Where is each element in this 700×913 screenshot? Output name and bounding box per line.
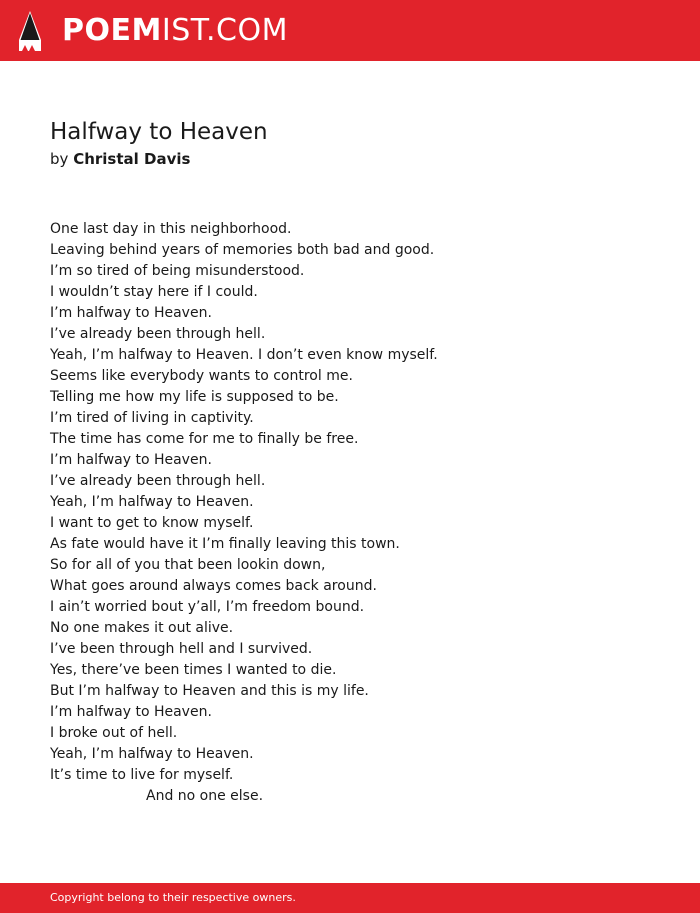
copyright-text: Copyright belong to their respective owners. <box>50 891 296 904</box>
by-label: by <box>50 150 69 168</box>
poem-line: What goes around always comes back around. <box>50 578 377 594</box>
brand-light: IST.COM <box>161 13 288 48</box>
poem-line: One last day in this neighborhood. <box>50 221 292 237</box>
poem-line: Yeah, I’m halfway to Heaven. I don’t even know myself. <box>50 347 438 363</box>
poem-line: And no one else. <box>146 788 264 804</box>
byline <box>50 149 190 169</box>
poem-line: I broke out of hell. <box>50 725 178 741</box>
poem-line: I ain’t worried bout y’all, I’m freedom bound. <box>50 599 365 615</box>
site-logo-text[interactable] <box>62 12 288 50</box>
poem-line: But I’m halfway to Heaven and this is my life. <box>50 683 369 699</box>
poem-body <box>50 219 438 807</box>
site-header <box>0 0 700 61</box>
poem-line: I’ve been through hell and I survived. <box>50 641 313 657</box>
poem-line: I’ve already been through hell. <box>50 473 266 489</box>
poem-line: Seems like everybody wants to control me. <box>50 368 353 384</box>
poem-line: Telling me how my life is supposed to be. <box>50 389 339 405</box>
brand-bold: POEM <box>62 13 162 48</box>
poem-title: Halfway to Heaven <box>50 119 268 145</box>
poem-line: I’m so tired of being misunderstood. <box>50 263 305 279</box>
poem-line: Leaving behind years of memories both bad and good. <box>50 242 435 258</box>
poem-line: Yeah, I’m halfway to Heaven. <box>50 494 254 510</box>
poem-line: As fate would have it I’m finally leaving this town. <box>50 536 400 552</box>
poem-line: I wouldn’t stay here if I could. <box>50 284 258 300</box>
poem-line: So for all of you that been lookin down, <box>50 557 326 573</box>
poem-line: No one makes it out alive. <box>50 620 234 636</box>
poem-line: I’ve already been through hell. <box>50 326 266 342</box>
poem-line: I want to get to know myself. <box>50 515 254 531</box>
poem-line: Yeah, I’m halfway to Heaven. <box>50 746 254 762</box>
poem-line: The time has come for me to finally be free. <box>50 431 359 447</box>
poem-line: I’m halfway to Heaven. <box>50 704 212 720</box>
pencil-tip-icon[interactable] <box>18 10 42 52</box>
poem-line: It’s time to live for myself. <box>50 767 234 783</box>
author-name: Christal Davis <box>73 150 191 168</box>
poem-line: Yes, there’ve been times I wanted to die. <box>50 662 337 678</box>
poem-line: I’m halfway to Heaven. <box>50 452 212 468</box>
poem-line: I’m halfway to Heaven. <box>50 305 212 321</box>
site-footer <box>0 883 700 913</box>
poem-line: I’m tired of living in captivity. <box>50 410 254 426</box>
